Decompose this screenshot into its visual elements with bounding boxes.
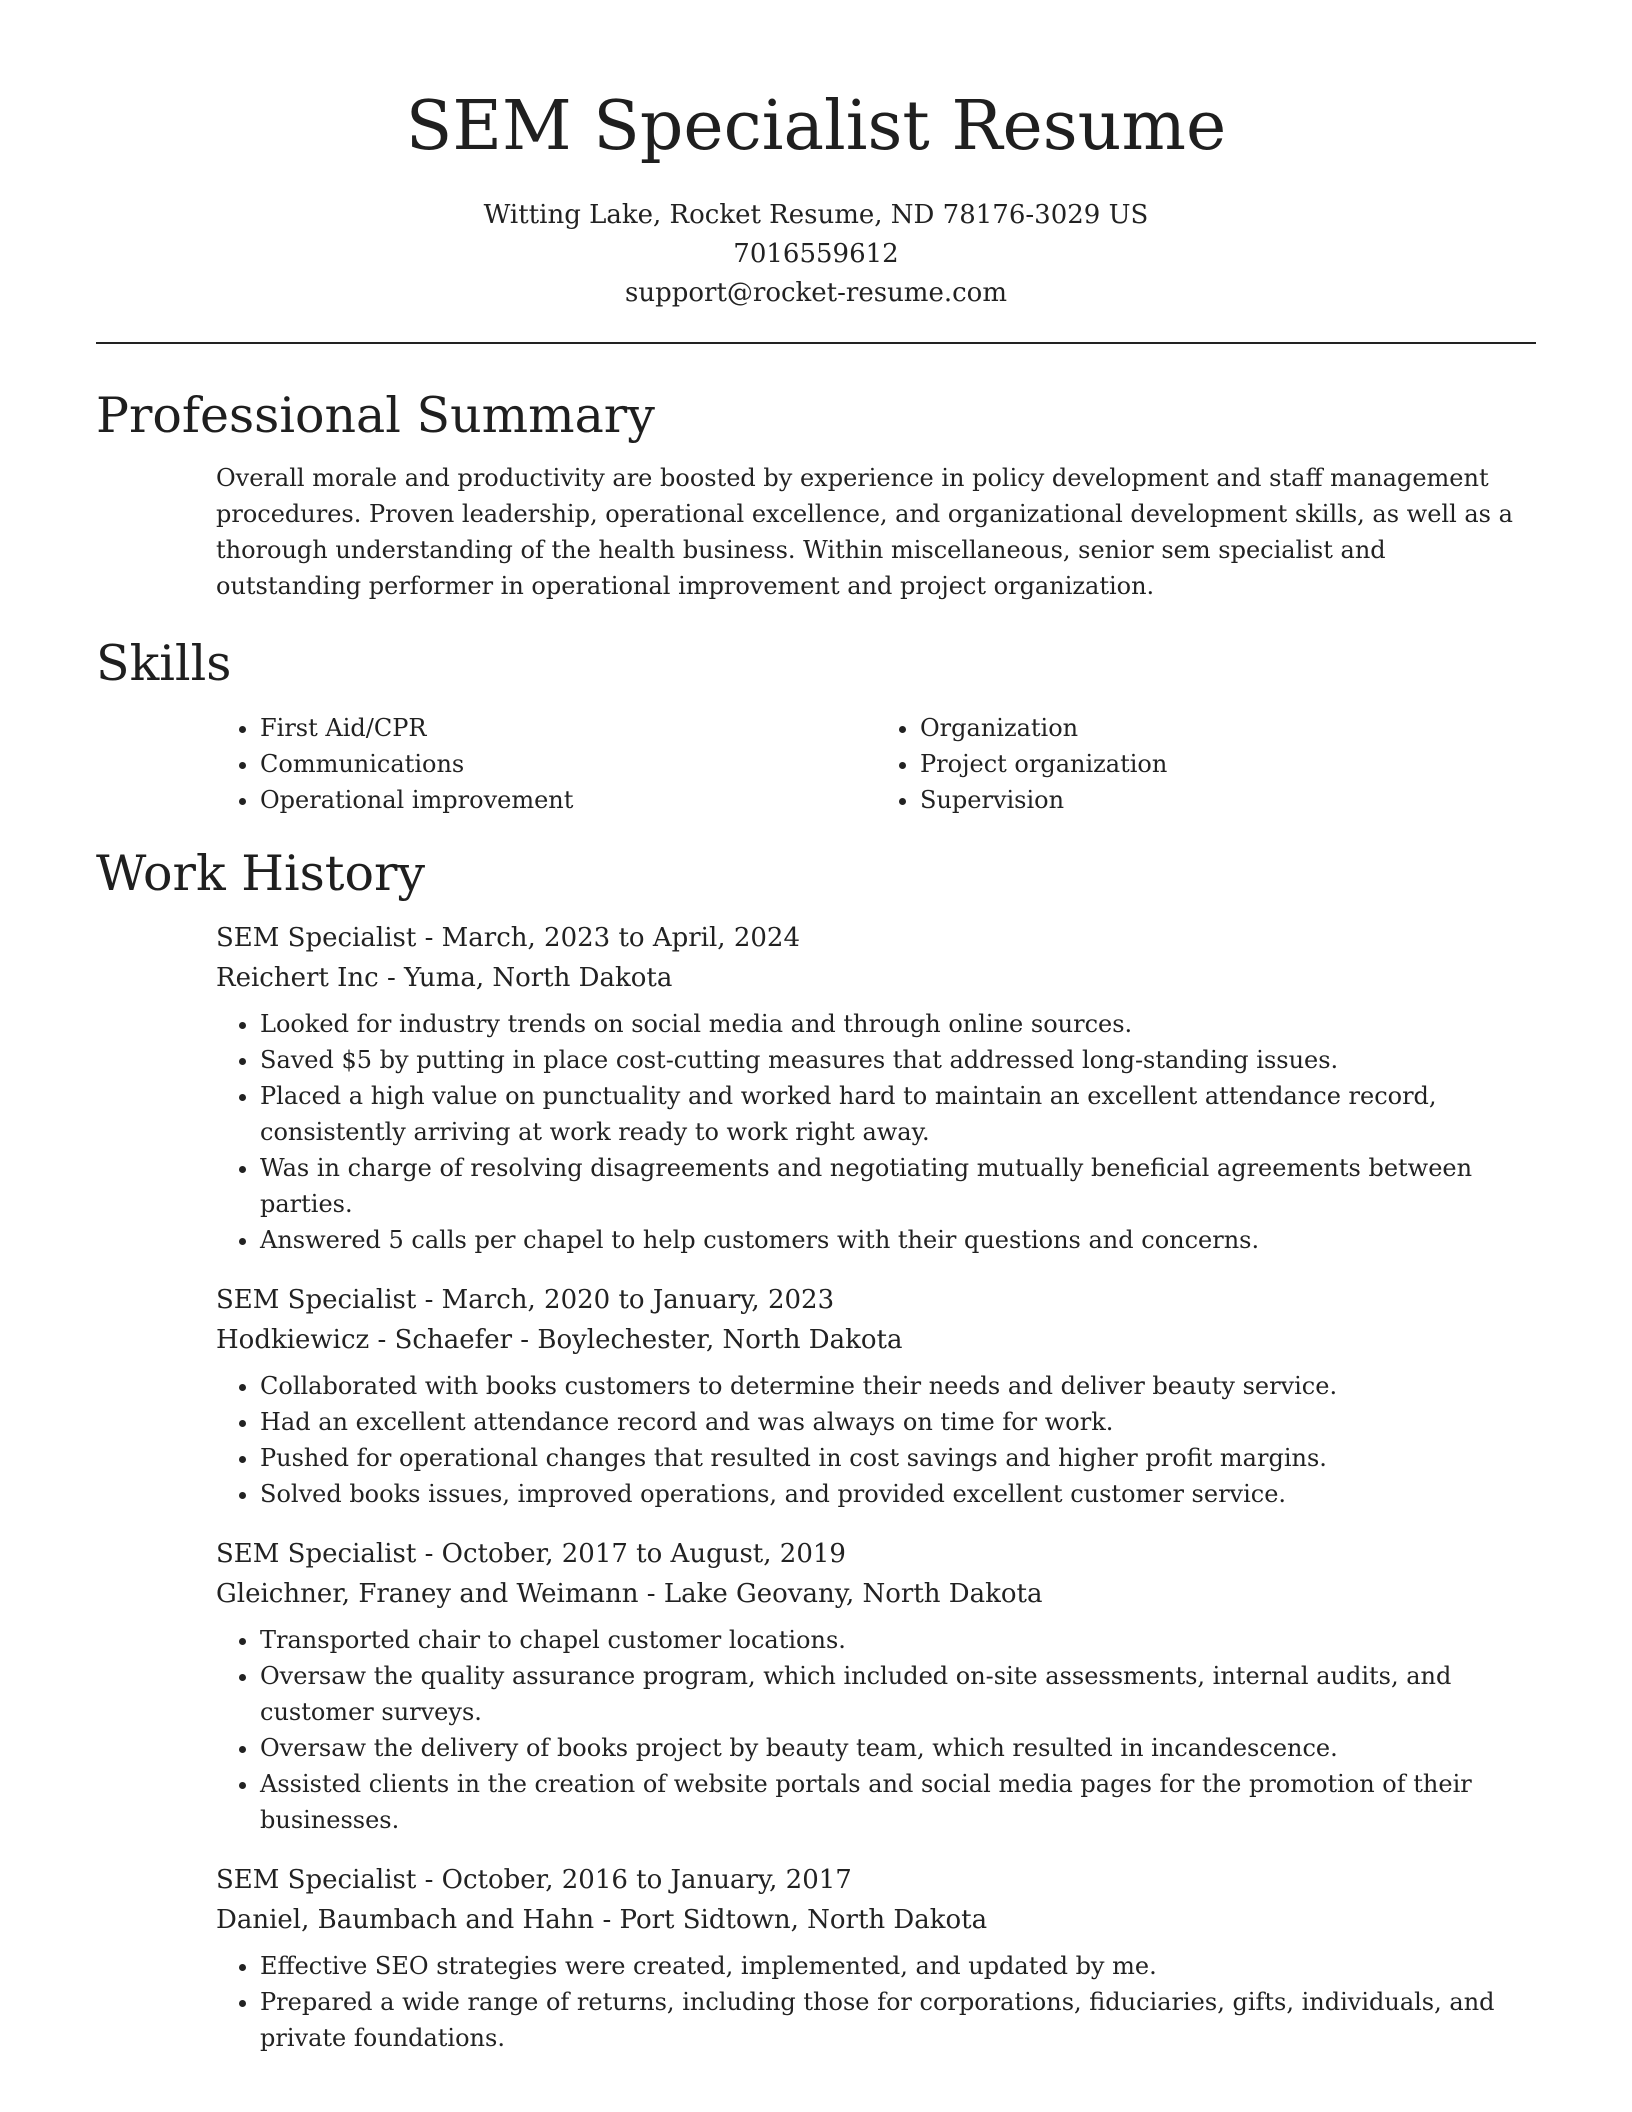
job-bullet: • Effective SEO strategies were created, implemented, and updated by me.: [260, 1948, 1536, 1984]
job-company-line: [216, 1900, 1536, 1940]
job-bullets: [216, 1006, 1536, 1258]
job-bullet: • Prepared a wide range of returns, including those for corporations, fiduciaries, gifts, individuals, and private foundations.: [260, 1984, 1536, 2056]
job-location: - Lake Geovany, North Dakota: [638, 1579, 1043, 1609]
job-bullet: • Was in charge of resolving disagreements and negotiating mutually beneficial agreements between parties.: [260, 1150, 1536, 1222]
email: support@rocket-resume.com: [624, 278, 1007, 308]
resume-header: [0, 0, 1632, 313]
resume-title: SEM Specialist Resume: [405, 87, 1227, 166]
skills-column-right: [876, 710, 1536, 818]
job-bullets: [216, 1622, 1536, 1838]
skills-column-left: [216, 710, 876, 818]
skill-item: • Operational improvement: [260, 782, 876, 818]
work-history-section: [96, 838, 1536, 2056]
skill-item: • Organization: [920, 710, 1536, 746]
job-title: SEM Specialist: [216, 923, 417, 953]
job-title-line: [216, 1860, 1536, 1900]
job-dates: - October, 2017 to August, 2019: [416, 1539, 846, 1569]
job-dates: - March, 2023 to April, 2024: [416, 923, 801, 953]
job-bullet: • Solved books issues, improved operations, and provided excellent customer service.: [260, 1476, 1536, 1512]
job-bullet: • Assisted clients in the creation of website portals and social media pages for the promotion of their businesses.: [260, 1766, 1536, 1838]
work-history-heading: Work History: [96, 845, 426, 902]
job-bullet: • Oversaw the delivery of books project by beauty team, which resulted in incandescence.: [260, 1730, 1536, 1766]
job-bullet: • Oversaw the quality assurance program, which included on-site assessments, internal audits, and customer surveys.: [260, 1658, 1536, 1730]
job-location: - Yuma, North Dakota: [378, 963, 673, 993]
job-company: Daniel, Baumbach and Hahn: [216, 1905, 595, 1935]
job-title: SEM Specialist: [216, 1865, 417, 1895]
job-bullet: • Placed a high value on punctuality and worked hard to maintain an excellent attendance record, consistently arriving at work ready to work right away.: [260, 1078, 1536, 1150]
skill-item: • First Aid/CPR: [260, 710, 876, 746]
skills-list: [216, 710, 1536, 818]
summary-heading: Professional Summary: [96, 387, 655, 444]
skill-item: • Supervision: [920, 782, 1536, 818]
job-title-line: [216, 1534, 1536, 1574]
job-location: - Port Sidtown, North Dakota: [594, 1905, 988, 1935]
skills-heading: Skills: [96, 635, 232, 692]
job-entry: [216, 1534, 1536, 1838]
job-company-line: [216, 1574, 1536, 1614]
job-entry: [216, 918, 1536, 1258]
job-company: Reichert Inc: [216, 963, 379, 993]
job-title: SEM Specialist: [216, 1285, 417, 1315]
phone: 7016559612: [733, 239, 899, 269]
job-company: Hodkiewicz - Schaefer: [216, 1325, 513, 1355]
contact-info: [0, 196, 1632, 313]
job-bullets: [216, 1948, 1536, 2056]
job-dates: - October, 2016 to January, 2017: [416, 1865, 852, 1895]
summary-text: Overall morale and productivity are boosted by experience in policy development and staff management procedures. Proven leadership, operational excellence, and organizational development skills, as well as a thorough understanding of the health business. Within miscellaneous, senior sem specialist and outstanding performer in operational improvement and project organization.: [216, 464, 1513, 600]
job-entry: [216, 1860, 1536, 2056]
job-location: - Boylechester, North Dakota: [512, 1325, 903, 1355]
header-divider: [96, 342, 1536, 344]
job-bullet: • Pushed for operational changes that resulted in cost savings and higher profit margins.: [260, 1440, 1536, 1476]
job-title-line: [216, 1280, 1536, 1320]
job-title: SEM Specialist: [216, 1539, 417, 1569]
summary-section: [96, 380, 1536, 604]
job-bullets: [216, 1368, 1536, 1512]
job-bullet: • Answered 5 calls per chapel to help customers with their questions and concerns.: [260, 1222, 1536, 1258]
job-bullet: • Looked for industry trends on social media and through online sources.: [260, 1006, 1536, 1042]
job-company: Gleichner, Franey and Weimann: [216, 1579, 639, 1609]
address: Witting Lake, Rocket Resume, ND 78176-3029 US: [483, 200, 1149, 230]
skill-item: • Project organization: [920, 746, 1536, 782]
job-dates: - March, 2020 to January, 2023: [416, 1285, 835, 1315]
job-bullet: • Transported chair to chapel customer locations.: [260, 1622, 1536, 1658]
job-bullet: • Collaborated with books customers to determine their needs and deliver beauty service.: [260, 1368, 1536, 1404]
skill-item: • Communications: [260, 746, 876, 782]
job-bullet: • Had an excellent attendance record and was always on time for work.: [260, 1404, 1536, 1440]
job-bullet: • Saved $5 by putting in place cost-cutting measures that addressed long-standing issues.: [260, 1042, 1536, 1078]
skills-section: [96, 628, 1536, 818]
resume-body: [96, 380, 1536, 2078]
job-company-line: [216, 1320, 1536, 1360]
job-entry: [216, 1280, 1536, 1512]
job-title-line: [216, 918, 1536, 958]
job-company-line: [216, 958, 1536, 998]
